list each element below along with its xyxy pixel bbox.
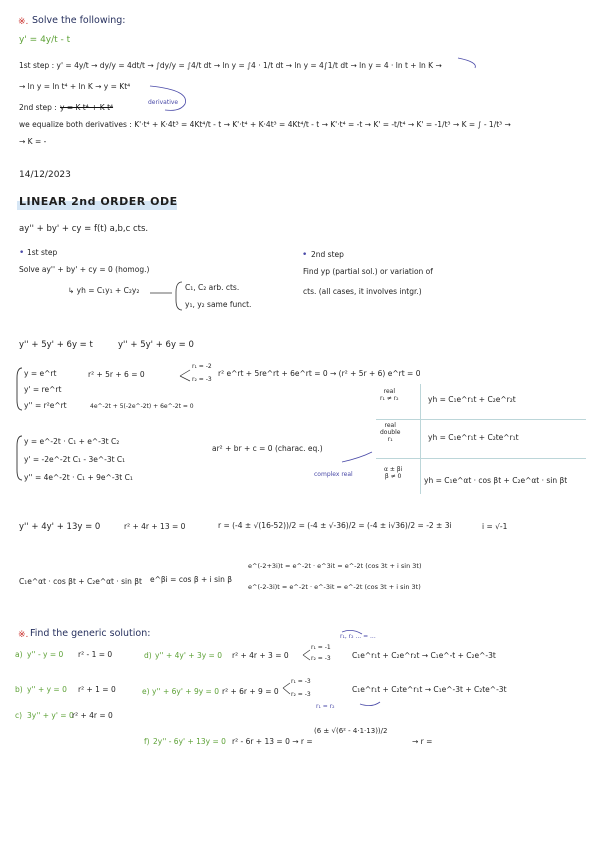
case2-label: real double r₁ [380, 422, 401, 443]
exercise-f-root-formula: (6 ± √(6² - 4·1·13))/2 [314, 727, 388, 735]
linear-step2-label: 2nd step [311, 250, 344, 259]
linear-step1-text: Solve ay'' + by' + cy = 0 (homog.) [19, 265, 150, 274]
case3-solution: yh = C₁e^αt · cos βt + C₂e^αt · sin βt [424, 476, 568, 485]
step2-label: 2nd step : [19, 103, 57, 112]
characteristic-example: r² + 5r + 6 = 0 [88, 370, 145, 379]
characteristic-equation: ar² + br + c = 0 (charac. eq.) [212, 444, 323, 453]
exercise-f-label: f) [144, 737, 150, 746]
example2-characteristic: r² + 4r + 13 = 0 [124, 522, 186, 531]
exercise-d-label: d) [144, 651, 152, 660]
step2-struck-expression: y = K t⁴ + K t⁴ [60, 103, 114, 112]
general-y-double-prime: y'' = 4e^-2t · C₁ + 9e^-3t C₁ [24, 473, 133, 482]
step2-equalize-line: we equalize both derivatives : K'·t⁴ + K·4t³ = 4Kt⁴/t - t → K'·t⁴ + K·4t³ = 4Kt⁴/t - t → K'·t⁴ = -t → K' = -t/t⁴ → K' = -1/t³ → K = ∫ - 1/t³ → [19, 120, 511, 129]
euler-expansion-plus: e^(-2+3i)t = e^-2t · e^3it = e^-2t (cos 3t + i sin 3t) [248, 562, 422, 570]
euler-expansion-minus: e^(-2-3i)t = e^-2t · e^-3it = e^-2t (cos 3t + i sin 3t) [248, 583, 421, 591]
euler-formula: e^βi = cos β + i sin β [150, 575, 233, 584]
date: 14/12/2023 [19, 170, 71, 180]
step2-end: → K = - [19, 137, 47, 146]
table-hline-1 [376, 419, 586, 420]
example2-general-solution: C₁e^αt · cos βt + C₂e^αt · sin βt [19, 577, 142, 586]
exercise-a-equation: y'' - y = 0 [27, 650, 64, 659]
exercise-a-characteristic: r² - 1 = 0 [78, 650, 113, 659]
general-y: y = e^-2t · C₁ + e^-3t C₂ [24, 437, 120, 446]
exercise-d-solution: C₁e^r₁t + C₂e^r₂t → C₁e^-t + C₂e^-3t [352, 651, 496, 660]
imaginary-unit: i = √-1 [482, 522, 508, 531]
functions-note: y₁, y₂ same funct. [185, 300, 252, 309]
trial-y: y = e^rt [24, 369, 57, 378]
complex-note: complex real [314, 471, 353, 478]
linear-step2-line2: cts. (all cases, it involves intgr.) [303, 287, 422, 296]
exercise-d-root2: r₂ = -3 [311, 655, 331, 662]
trial-y-double-prime: y'' = r²e^rt [24, 401, 67, 410]
homogeneous-solution: ↳ yh = C₁y₁ + C₂y₂ [68, 286, 140, 295]
exercise-c-characteristic: r² + 4r = 0 [72, 711, 113, 720]
exercise-e-note: r₁ = r₂ [316, 703, 335, 710]
linear-step2-line1: Find yp (partial sol.) or variation of [303, 267, 433, 276]
exercise-b-characteristic: r² + 1 = 0 [78, 685, 116, 694]
exercise-e-root1: r₁ = -3 [291, 678, 311, 685]
step1-line: 1st step : y' = 4y/t → dy/y = 4dt/t → ∫dy/y = ∫4/t dt → ln y = ∫4 · 1/t dt → ln y = 4∫1/t dt → ln y = 4 · ln t + ln K → [19, 61, 442, 70]
exercises-mark: ※. [18, 630, 29, 640]
exercise-b-label: b) [15, 685, 23, 694]
case3-label: α ± βi β ≠ 0 [384, 466, 403, 480]
example2-equation: y'' + 4y' + 13y = 0 [19, 522, 101, 532]
root-r2: r₂ = -3 [192, 376, 212, 383]
trial-y-prime: y' = re^rt [24, 385, 62, 394]
exercise-f-characteristic: r² - 6r + 13 = 0 → r = [232, 737, 313, 746]
example2-root-formula: r = (-4 ± √(16-52))/2 = (-4 ± √-36)/2 = (-4 ± i√36)/2 = -2 ± 3i [218, 521, 452, 530]
derivative-check: 4e^-2t + 5(-2e^-2t) + 6e^-2t = 0 [90, 403, 194, 410]
exercise-e-equation: y'' + 6y' + 9y = 0 [152, 687, 219, 696]
step1-continuation: → ln y = ln t⁴ + ln K → y = Kt⁴ [19, 82, 131, 91]
exercise-d-equation: y'' + 4y' + 3y = 0 [155, 651, 222, 660]
general-y-prime: y' = -2e^-2t C₁ - 3e^-3t C₁ [24, 455, 126, 464]
linear-step1-label: 1st step [27, 248, 58, 257]
linear-heading: LINEAR 2nd ORDER ODE [19, 195, 178, 208]
step1-bullet: • [19, 248, 25, 258]
section1-equation: y' = 4y/t - t [19, 35, 71, 45]
table-hline-2 [376, 458, 586, 459]
exercise-f-equation: 2y'' - 6y' + 13y = 0 [153, 737, 226, 746]
example-equation: y'' + 5y' + 6y = t [19, 340, 93, 350]
linear-general-equation: ay'' + by' + cy = f(t) a,b,c cts. [19, 224, 149, 234]
exercise-e-solution: C₁e^r₁t + C₂te^r₁t → C₁e^-3t + C₂te^-3t [352, 685, 507, 694]
derivative-note: derivative [148, 99, 179, 106]
step2-bullet: • [302, 250, 308, 260]
case2-solution: yh = C₁e^r₁t + C₂te^r₁t [428, 433, 519, 442]
section1-mark: ※. [18, 17, 29, 27]
exercise-c-label: c) [15, 711, 23, 720]
section1-title: Solve the following: [32, 15, 126, 26]
exercise-b-equation: y'' + y = 0 [27, 685, 67, 694]
case1-label: real r₁ ≠ r₂ [380, 388, 399, 402]
exercise-d-characteristic: r² + 4r + 3 = 0 [232, 651, 289, 660]
exercise-f-end: → r = [412, 737, 433, 746]
example-homogeneous: y'' + 5y' + 6y = 0 [118, 340, 194, 350]
exercise-a-label: a) [15, 650, 23, 659]
exercise-c-equation: 3y'' + y' = 0 [27, 711, 74, 720]
constants-note: C₁, C₂ arb. cts. [185, 283, 240, 292]
exercise-e-label: e) [142, 687, 150, 696]
exercise-d-root1: r₁ = -1 [311, 644, 331, 651]
exercise-e-root2: r₂ = -3 [291, 691, 311, 698]
case1-solution: yh = C₁e^r₁t + C₂e^r₂t [428, 395, 516, 404]
substitution-line: r² e^rt + 5re^rt + 6e^rt = 0 → (r² + 5r + 6) e^rt = 0 [218, 369, 421, 378]
exercises-title: Find the generic solution: [30, 628, 151, 639]
root-r1: r₁ = -2 [192, 363, 212, 370]
exercise-e-characteristic: r² + 6r + 9 = 0 [222, 687, 279, 696]
exercise-d-note: r₁, r₂ ... = ... [340, 633, 376, 640]
table-vline [420, 384, 421, 494]
